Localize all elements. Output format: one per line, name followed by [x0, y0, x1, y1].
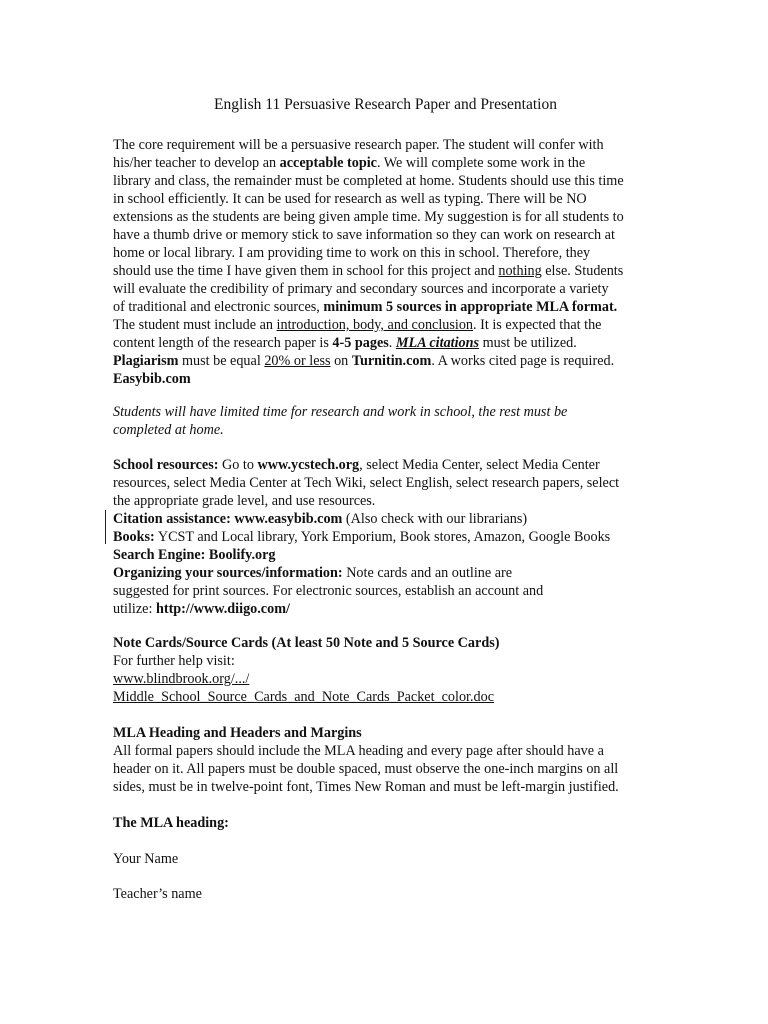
mla-line: All formal papers should include the MLA heading and every page after should have a — [113, 743, 604, 759]
intro-line: of traditional and electronic sources, minimum 5 sources in appropriate MLA format. — [113, 299, 618, 315]
organizing-line: suggested for print sources. For electronic sources, establish an account and — [113, 583, 544, 599]
school-resources-line: School resources: Go to www.ycstech.org, select Media Center, select Media Center — [113, 457, 600, 473]
citation-line: Citation assistance: www.easybib.com (Also check with our librarians) — [113, 511, 528, 527]
notecards-heading: Note Cards/Source Cards (At least 50 Note and 5 Source Cards) — [113, 635, 500, 651]
books-line: Books: YCST and Local library, York Emporium, Book stores, Amazon, Google Books — [113, 529, 611, 545]
intro-line: content length of the research paper is 4-5 pages. MLA citations must be utilized. — [113, 335, 577, 351]
intro-line: Plagiarism must be equal 20% or less on Turnitin.com. A works cited page is required. — [113, 353, 615, 369]
intro-line: library and class, the remainder must be completed at home. Students should use this time — [113, 173, 624, 189]
mla-heading-label: The MLA heading: — [113, 815, 229, 831]
mla-section — [113, 724, 658, 796]
mla-line: sides, must be in twelve-point font, Times New Roman and must be left-margin justified. — [113, 779, 619, 795]
organizing-line: utilize: http://www.diigo.com/ — [113, 601, 290, 617]
intro-paragraph — [113, 136, 658, 388]
intro-line: extensions as the students are being given ample time. My suggestion is for all students to — [113, 209, 624, 225]
intro-line: home or local library. I am providing time to work on this in school. Therefore, they — [113, 245, 591, 261]
teacher-name: Teacher’s name — [113, 886, 202, 902]
intro-line: in school efficiently. It can be used for research as well as typing. There will be NO — [113, 191, 587, 207]
easybib-link[interactable]: Easybib.com — [113, 371, 191, 387]
intro-line: The student must include an introduction, body, and conclusion. It is expected that the — [113, 317, 602, 333]
your-name: Your Name — [113, 851, 179, 867]
organizing-line: Organizing your sources/information: Note cards and an outline are — [113, 565, 513, 581]
page-title: English 11 Persuasive Research Paper and Presentation — [214, 96, 557, 113]
intro-line: should use the time I have given them in school for this project and nothing else. Students — [113, 263, 624, 279]
resources-section — [113, 456, 658, 618]
ycstech-link[interactable]: www.ycstech.org — [257, 457, 360, 473]
intro-line: have a thumb drive or memory stick to save information so they can work on research at — [113, 227, 615, 243]
intro-line: his/her teacher to develop an acceptable topic. We will complete some work in the — [113, 155, 586, 171]
notecards-help: For further help visit: — [113, 653, 235, 669]
mla-heading: MLA Heading and Headers and Margins — [113, 725, 362, 741]
search-engine-line: Search Engine: Boolify.org — [113, 547, 276, 563]
school-resources-line: the appropriate grade level, and use resources. — [113, 493, 376, 509]
text-cursor — [105, 510, 106, 544]
intro-line: will evaluate the credibility of primary and secondary sources and incorporate a variety — [113, 281, 609, 297]
diigo-link[interactable]: http://www.diigo.com/ — [155, 601, 290, 617]
time-note: Students will have limited time for research and work in school, the rest must be completed at home. — [113, 404, 568, 438]
packet-doc-link[interactable]: Middle_School_Source_Cards_and_Note_Cards_Packet_color.doc — [113, 689, 495, 705]
notecards-section — [113, 634, 658, 706]
blindbrook-link[interactable]: www.blindbrook.org/.../ — [113, 671, 250, 687]
school-resources-line: resources, select Media Center at Tech Wiki, select English, select research papers, select — [113, 475, 620, 491]
intro-line: The core requirement will be a persuasive research paper. The student will confer with — [113, 137, 604, 153]
mla-line: header on it. All papers must be double spaced, must observe the one-inch margins on all — [113, 761, 619, 777]
